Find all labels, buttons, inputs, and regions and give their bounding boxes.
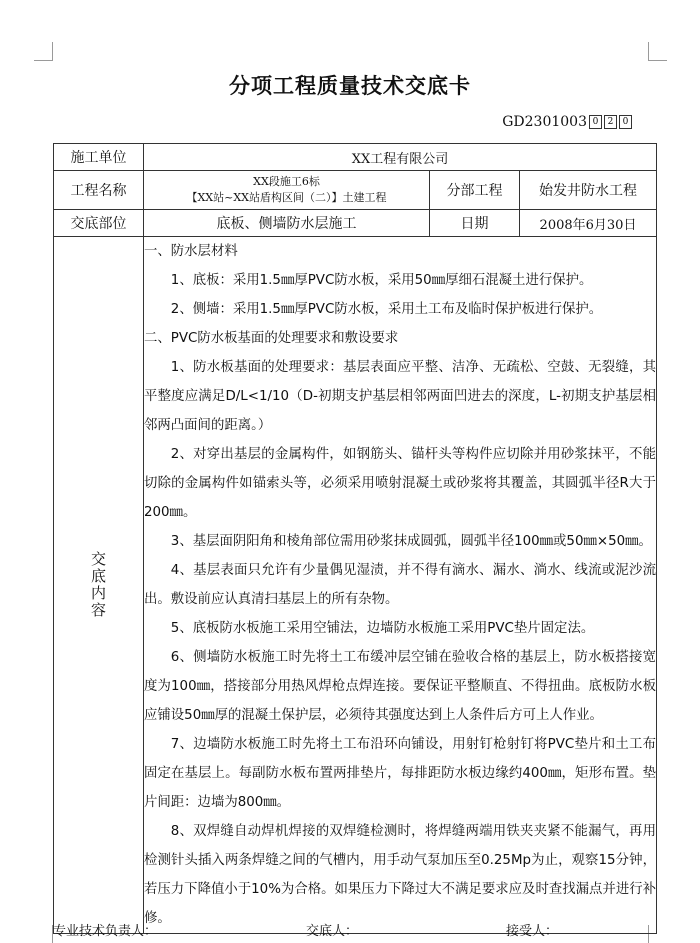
- project-value: [144, 171, 430, 210]
- content-paragraph: 8、双焊缝自动焊机焊接的双焊缝检测时，将焊缝两端用铁夹夹紧不能漏气，再用检测针头插入两条焊缝之间的气槽内，用手动气泵加压至0.25Mp为止，观察15分钟，若压力下降值小于10%为合格。如果压力下降过大不满足要求应及时查找漏点并进行补修。: [144, 824, 657, 926]
- row-project-name: [54, 171, 657, 210]
- row-construction-unit: [54, 144, 657, 171]
- unit-label: 施工单位: [54, 144, 144, 171]
- crop-mark-top-left: [34, 42, 53, 61]
- tech-lead-signature: 专业技术负责人：: [53, 924, 158, 939]
- row-content: [54, 237, 657, 934]
- document-code: [502, 114, 632, 130]
- content-label-cell: [54, 237, 144, 934]
- unit-value: XX工程有限公司: [144, 144, 657, 171]
- content-paragraph: 1、底板：采用1.5㎜厚PVC防水板，采用50㎜厚细石混凝土进行保护。: [170, 273, 593, 288]
- code-box-2: 2: [604, 115, 617, 129]
- content-paragraph: 5、底板防水板施工采用空铺法，边墙防水板施工采用PVC垫片固定法。: [170, 621, 595, 636]
- crop-mark-top-right: [648, 42, 667, 61]
- content-paragraph: 一、防水层材料: [144, 244, 238, 259]
- project-line-1: XX段施工6标: [253, 175, 320, 188]
- part-value: 底板、侧墙防水层施工: [144, 210, 430, 237]
- project-label: 工程名称: [54, 171, 144, 210]
- receiver-signature: 接受人：: [506, 924, 559, 939]
- project-line-2: 【XX站~XX站盾构区间（二）】土建工程: [186, 191, 387, 204]
- subproject-value: 始发井防水工程: [520, 171, 657, 210]
- discloser-signature: 交底人：: [306, 924, 359, 939]
- crop-mark-bottom-left: [34, 925, 53, 943]
- row-disclosure-part: [54, 210, 657, 237]
- content-paragraph: 二、PVC防水板基面的处理要求和敷设要求: [144, 331, 399, 346]
- content-paragraph: 4、基层表面只允许有少量偶见湿渍，并不得有滴水、漏水、淌水、线流或泥沙流出。敷设前应认真清扫基层上的所有杂物。: [144, 563, 657, 607]
- content-paragraph: 7、边墙防水板施工时先将土工布沿环向铺设，用射钉枪射钉将PVC垫片和土工布固定在基层上。每副防水板布置两排垫片，每排距防水板边缘约400㎜，矩形布置。垫片间距：边墙为800㎜。: [144, 737, 657, 810]
- content-paragraph: 1、防水板基面的处理要求：基层表面应平整、洁净、无疏松、空鼓、无裂缝，其平整度应满足D/L<1/10（D-初期支护基层相邻两面凹进去的深度，L-初期支护基层相邻两凸面间的距离。）: [144, 360, 657, 433]
- part-label: 交底部位: [54, 210, 144, 237]
- code-box-1: 0: [589, 115, 602, 129]
- content-paragraph: 2、侧墙：采用1.5㎜厚PVC防水板，采用土工布及临时保护板进行保护。: [170, 302, 603, 317]
- content-paragraph: 2、对穿出基层的金属构件，如钢筋头、锚杆头等构件应切除并用砂浆抹平，不能切除的金属构件如锚索头等，必须采用喷射混凝土或砂浆将其覆盖，其圆弧半径R大于200㎜。: [144, 447, 657, 520]
- document-title: 分项工程质量技术交底卡: [229, 73, 471, 98]
- date-value: 2008年6月30日: [520, 210, 657, 237]
- content-paragraph: 6、侧墙防水板施工时先将土工布缓冲层空铺在验收合格的基层上，防水板搭接宽度为100㎜，搭接部分用热风焊枪点焊连接。要保证平整顺直、不得扭曲。底板防水板应铺设50㎜厚的混凝土保护层，必须待其强度达到上人条件后方可上人作业。: [144, 650, 657, 723]
- disclosure-table: [53, 143, 657, 934]
- content-paragraph: 3、基层面阴阳角和棱角部位需用砂浆抹成圆弧，圆弧半径100㎜或50㎜×50㎜。: [170, 534, 652, 549]
- date-label: 日期: [430, 210, 520, 237]
- code-box-3: 0: [619, 115, 632, 129]
- content-body: [144, 237, 657, 934]
- content-label: 交底内容: [89, 551, 107, 619]
- code-prefix: GD2301003: [502, 114, 587, 130]
- subproject-label: 分部工程: [430, 171, 520, 210]
